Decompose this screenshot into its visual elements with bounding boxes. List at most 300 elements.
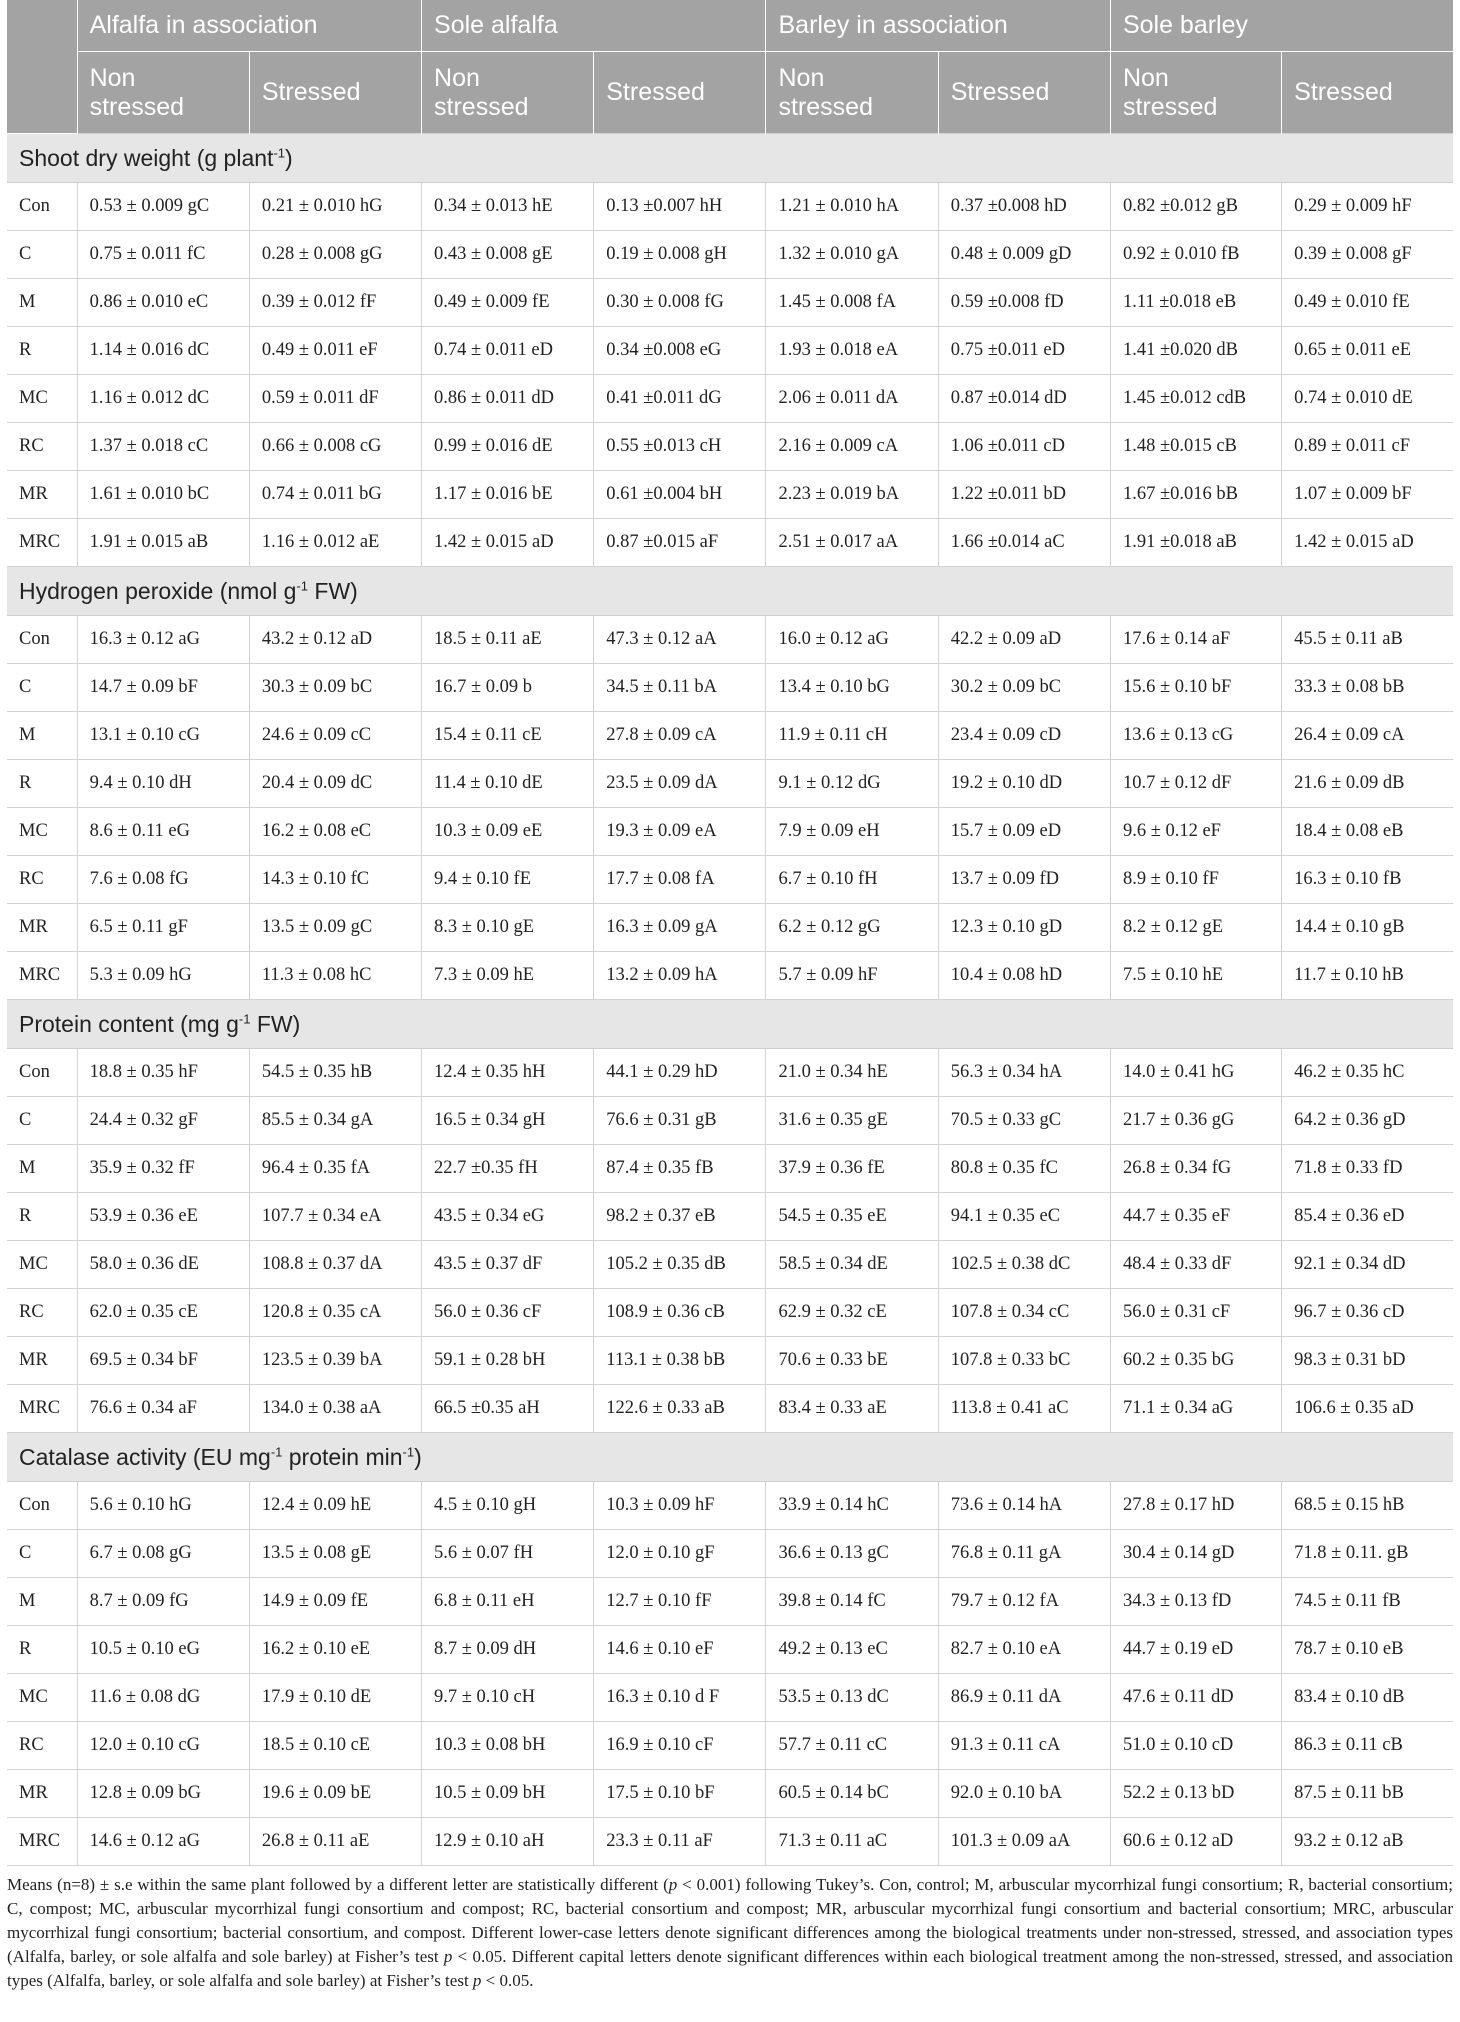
value-cell: 45.5 ± 0.11 aB — [1282, 616, 1453, 664]
value-cell: 0.74 ± 0.010 dE — [1282, 375, 1453, 423]
value-cell: 11.6 ± 0.08 dG — [77, 1674, 249, 1722]
value-cell: 17.5 ± 0.10 bF — [594, 1770, 766, 1818]
treatment-label: R — [7, 1626, 77, 1674]
value-cell: 101.3 ± 0.09 aA — [938, 1818, 1110, 1866]
subheader-non-stressed: Non stressed — [422, 52, 594, 134]
value-cell: 12.3 ± 0.10 gD — [938, 904, 1110, 952]
value-cell: 34.3 ± 0.13 fD — [1110, 1578, 1281, 1626]
value-cell: 14.9 ± 0.09 fE — [249, 1578, 421, 1626]
value-cell: 92.0 ± 0.10 bA — [938, 1770, 1110, 1818]
value-cell: 13.1 ± 0.10 cG — [77, 712, 249, 760]
value-cell: 71.1 ± 0.34 aG — [1110, 1385, 1281, 1433]
treatment-label: M — [7, 1578, 77, 1626]
value-cell: 43.5 ± 0.37 dF — [422, 1241, 594, 1289]
value-cell: 86.9 ± 0.11 dA — [938, 1674, 1110, 1722]
value-cell: 60.2 ± 0.35 bG — [1110, 1337, 1281, 1385]
table-row — [7, 327, 1453, 375]
value-cell: 22.7 ±0.35 fH — [422, 1145, 594, 1193]
value-cell: 60.6 ± 0.12 aD — [1110, 1818, 1281, 1866]
value-cell: 47.3 ± 0.12 aA — [594, 616, 766, 664]
value-cell: 44.7 ± 0.35 eF — [1110, 1193, 1281, 1241]
value-cell: 14.6 ± 0.12 aG — [77, 1818, 249, 1866]
value-cell: 98.3 ± 0.31 bD — [1282, 1337, 1453, 1385]
value-cell: 16.3 ± 0.12 aG — [77, 616, 249, 664]
treatment-label: M — [7, 279, 77, 327]
table-row — [7, 1722, 1453, 1770]
value-cell: 91.3 ± 0.11 cA — [938, 1722, 1110, 1770]
value-cell: 13.6 ± 0.13 cG — [1110, 712, 1281, 760]
value-cell: 17.6 ± 0.14 aF — [1110, 616, 1281, 664]
value-cell: 16.3 ± 0.09 gA — [594, 904, 766, 952]
treatment-label: MRC — [7, 1818, 77, 1866]
table-row — [7, 808, 1453, 856]
value-cell: 96.7 ± 0.36 cD — [1282, 1289, 1453, 1337]
value-cell: 6.2 ± 0.12 gG — [766, 904, 938, 952]
table-row — [7, 1289, 1453, 1337]
value-cell: 9.4 ± 0.10 dH — [77, 760, 249, 808]
value-cell: 0.37 ±0.008 hD — [938, 183, 1110, 231]
value-cell: 10.3 ± 0.09 hF — [594, 1482, 766, 1530]
value-cell: 68.5 ± 0.15 hB — [1282, 1482, 1453, 1530]
value-cell: 12.8 ± 0.09 bG — [77, 1770, 249, 1818]
subheader-stressed: Stressed — [1282, 52, 1453, 134]
table-row — [7, 1530, 1453, 1578]
value-cell: 1.42 ± 0.015 aD — [1282, 519, 1453, 567]
value-cell: 120.8 ± 0.35 cA — [249, 1289, 421, 1337]
table-row — [7, 1770, 1453, 1818]
treatment-label: RC — [7, 423, 77, 471]
value-cell: 0.89 ± 0.011 cF — [1282, 423, 1453, 471]
value-cell: 18.5 ± 0.10 cE — [249, 1722, 421, 1770]
value-cell: 66.5 ±0.35 aH — [422, 1385, 594, 1433]
value-cell: 87.5 ± 0.11 bB — [1282, 1770, 1453, 1818]
value-cell: 17.7 ± 0.08 fA — [594, 856, 766, 904]
value-cell: 7.5 ± 0.10 hE — [1110, 952, 1281, 1000]
value-cell: 57.7 ± 0.11 cC — [766, 1722, 938, 1770]
value-cell: 1.91 ± 0.015 aB — [77, 519, 249, 567]
value-cell: 5.6 ± 0.10 hG — [77, 1482, 249, 1530]
value-cell: 12.0 ± 0.10 gF — [594, 1530, 766, 1578]
value-cell: 0.92 ± 0.010 fB — [1110, 231, 1281, 279]
results-table-container — [7, 0, 1453, 1866]
value-cell: 58.0 ± 0.36 dE — [77, 1241, 249, 1289]
value-cell: 26.8 ± 0.34 fG — [1110, 1145, 1281, 1193]
treatment-label: C — [7, 1097, 77, 1145]
value-cell: 70.5 ± 0.33 gC — [938, 1097, 1110, 1145]
value-cell: 71.8 ± 0.11. gB — [1282, 1530, 1453, 1578]
value-cell: 18.5 ± 0.11 aE — [422, 616, 594, 664]
table-row — [7, 1578, 1453, 1626]
table-row — [7, 952, 1453, 1000]
treatment-label: C — [7, 231, 77, 279]
value-cell: 108.8 ± 0.37 dA — [249, 1241, 421, 1289]
value-cell: 18.8 ± 0.35 hF — [77, 1049, 249, 1097]
value-cell: 0.39 ± 0.008 gF — [1282, 231, 1453, 279]
group-header-row — [7, 0, 1453, 52]
table-row — [7, 1097, 1453, 1145]
value-cell: 0.21 ± 0.010 hG — [249, 183, 421, 231]
value-cell: 13.5 ± 0.09 gC — [249, 904, 421, 952]
table-row — [7, 1626, 1453, 1674]
value-cell: 31.6 ± 0.35 gE — [766, 1097, 938, 1145]
value-cell: 1.66 ±0.014 aC — [938, 519, 1110, 567]
value-cell: 76.6 ± 0.34 aF — [77, 1385, 249, 1433]
value-cell: 69.5 ± 0.34 bF — [77, 1337, 249, 1385]
value-cell: 79.7 ± 0.12 fA — [938, 1578, 1110, 1626]
value-cell: 1.11 ±0.018 eB — [1110, 279, 1281, 327]
value-cell: 14.3 ± 0.10 fC — [249, 856, 421, 904]
value-cell: 0.75 ±0.011 eD — [938, 327, 1110, 375]
value-cell: 43.5 ± 0.34 eG — [422, 1193, 594, 1241]
subheader-non-stressed: Non stressed — [766, 52, 938, 134]
value-cell: 108.9 ± 0.36 cB — [594, 1289, 766, 1337]
value-cell: 0.41 ±0.011 dG — [594, 375, 766, 423]
value-cell: 10.4 ± 0.08 hD — [938, 952, 1110, 1000]
value-cell: 62.0 ± 0.35 cE — [77, 1289, 249, 1337]
value-cell: 16.0 ± 0.12 aG — [766, 616, 938, 664]
value-cell: 5.7 ± 0.09 hF — [766, 952, 938, 1000]
value-cell: 0.86 ± 0.011 dD — [422, 375, 594, 423]
value-cell: 83.4 ± 0.33 aE — [766, 1385, 938, 1433]
value-cell: 15.4 ± 0.11 cE — [422, 712, 594, 760]
section-title: Shoot dry weight (g plant$^{-1}$) — [7, 134, 1453, 183]
value-cell: 70.6 ± 0.33 bE — [766, 1337, 938, 1385]
value-cell: 44.1 ± 0.29 hD — [594, 1049, 766, 1097]
value-cell: 43.2 ± 0.12 aD — [249, 616, 421, 664]
group-header-sole-alfalfa: Sole alfalfa — [422, 0, 766, 52]
value-cell: 1.14 ± 0.016 dC — [77, 327, 249, 375]
treatment-label: MC — [7, 375, 77, 423]
value-cell: 0.19 ± 0.008 gH — [594, 231, 766, 279]
value-cell: 27.8 ± 0.09 cA — [594, 712, 766, 760]
value-cell: 1.32 ± 0.010 gA — [766, 231, 938, 279]
value-cell: 0.55 ±0.013 cH — [594, 423, 766, 471]
value-cell: 16.2 ± 0.08 eC — [249, 808, 421, 856]
section-header-row — [7, 1000, 1453, 1049]
value-cell: 19.6 ± 0.09 bE — [249, 1770, 421, 1818]
value-cell: 26.8 ± 0.11 aE — [249, 1818, 421, 1866]
value-cell: 74.5 ± 0.11 fB — [1282, 1578, 1453, 1626]
table-row — [7, 519, 1453, 567]
value-cell: 14.4 ± 0.10 gB — [1282, 904, 1453, 952]
value-cell: 51.0 ± 0.10 cD — [1110, 1722, 1281, 1770]
value-cell: 23.3 ± 0.11 aF — [594, 1818, 766, 1866]
value-cell: 9.6 ± 0.12 eF — [1110, 808, 1281, 856]
value-cell: 20.4 ± 0.09 dC — [249, 760, 421, 808]
value-cell: 23.4 ± 0.09 cD — [938, 712, 1110, 760]
value-cell: 2.23 ± 0.019 bA — [766, 471, 938, 519]
footnote-p-symbol: p — [472, 1971, 482, 1990]
value-cell: 93.2 ± 0.12 aB — [1282, 1818, 1453, 1866]
value-cell: 17.9 ± 0.10 dE — [249, 1674, 421, 1722]
results-table — [7, 0, 1453, 1866]
value-cell: 5.3 ± 0.09 hG — [77, 952, 249, 1000]
value-cell: 123.5 ± 0.39 bA — [249, 1337, 421, 1385]
value-cell: 1.45 ± 0.008 fA — [766, 279, 938, 327]
value-cell: 0.87 ±0.014 dD — [938, 375, 1110, 423]
value-cell: 0.13 ±0.007 hH — [594, 183, 766, 231]
value-cell: 9.4 ± 0.10 fE — [422, 856, 594, 904]
value-cell: 2.51 ± 0.017 aA — [766, 519, 938, 567]
subcolumn-header-row — [7, 52, 1453, 134]
value-cell: 16.3 ± 0.10 fB — [1282, 856, 1453, 904]
value-cell: 76.8 ± 0.11 gA — [938, 1530, 1110, 1578]
value-cell: 36.6 ± 0.13 gC — [766, 1530, 938, 1578]
value-cell: 0.48 ± 0.009 gD — [938, 231, 1110, 279]
value-cell: 0.49 ± 0.010 fE — [1282, 279, 1453, 327]
table-row — [7, 423, 1453, 471]
table-row — [7, 1145, 1453, 1193]
value-cell: 0.82 ±0.012 gB — [1110, 183, 1281, 231]
value-cell: 42.2 ± 0.09 aD — [938, 616, 1110, 664]
value-cell: 10.5 ± 0.09 bH — [422, 1770, 594, 1818]
table-row — [7, 279, 1453, 327]
treatment-label: Con — [7, 1482, 77, 1530]
value-cell: 2.06 ± 0.011 dA — [766, 375, 938, 423]
value-cell: 19.3 ± 0.09 eA — [594, 808, 766, 856]
value-cell: 5.6 ± 0.07 fH — [422, 1530, 594, 1578]
footnote-text: < 0.001) following Tukey’s. Con, control; M, arbuscular mycorrhizal fungi consortium; R, bacterial consortium; C, compost; MC, arbuscular mycorrhizal fungi consortium and compost; RC, bacterial consortium and compost; MR, arbuscular mycorrhizal fungi consortium and bacterial consortium; MRC, arbuscular mycorrhizal fungi consortium; bacterial consortium, and compost. Different lower-case letters denote significant differences among the biological treatments under non-stressed, stressed, and association types (Alfalfa, barley, or sole alfalfa and sole barley) at Fisher’s test — [7, 1875, 1454, 1966]
value-cell: 0.74 ± 0.011 eD — [422, 327, 594, 375]
value-cell: 56.3 ± 0.34 hA — [938, 1049, 1110, 1097]
value-cell: 23.5 ± 0.09 dA — [594, 760, 766, 808]
value-cell: 15.6 ± 0.10 bF — [1110, 664, 1281, 712]
treatment-column-header — [7, 0, 77, 134]
value-cell: 0.39 ± 0.012 fF — [249, 279, 421, 327]
value-cell: 11.3 ± 0.08 hC — [249, 952, 421, 1000]
table-row — [7, 856, 1453, 904]
value-cell: 106.6 ± 0.35 aD — [1282, 1385, 1453, 1433]
value-cell: 0.61 ±0.004 bH — [594, 471, 766, 519]
value-cell: 8.3 ± 0.10 gE — [422, 904, 594, 952]
value-cell: 80.8 ± 0.35 fC — [938, 1145, 1110, 1193]
footnote-p-symbol: p — [443, 1947, 453, 1966]
value-cell: 0.75 ± 0.011 fC — [77, 231, 249, 279]
value-cell: 113.1 ± 0.38 bB — [594, 1337, 766, 1385]
value-cell: 0.34 ± 0.013 hE — [422, 183, 594, 231]
table-row — [7, 1337, 1453, 1385]
value-cell: 4.5 ± 0.10 gH — [422, 1482, 594, 1530]
table-row — [7, 1674, 1453, 1722]
value-cell: 1.21 ± 0.010 hA — [766, 183, 938, 231]
value-cell: 30.2 ± 0.09 bC — [938, 664, 1110, 712]
table-header — [7, 0, 1453, 134]
table-footnote — [7, 1873, 1453, 1993]
value-cell: 1.67 ±0.016 bB — [1110, 471, 1281, 519]
value-cell: 47.6 ± 0.11 dD — [1110, 1674, 1281, 1722]
value-cell: 37.9 ± 0.36 fE — [766, 1145, 938, 1193]
value-cell: 1.37 ± 0.018 cC — [77, 423, 249, 471]
value-cell: 6.5 ± 0.11 gF — [77, 904, 249, 952]
value-cell: 16.7 ± 0.09 b — [422, 664, 594, 712]
value-cell: 0.59 ± 0.011 dF — [249, 375, 421, 423]
value-cell: 11.4 ± 0.10 dE — [422, 760, 594, 808]
value-cell: 10.3 ± 0.08 bH — [422, 1722, 594, 1770]
table-row — [7, 375, 1453, 423]
value-cell: 24.6 ± 0.09 cC — [249, 712, 421, 760]
value-cell: 107.7 ± 0.34 eA — [249, 1193, 421, 1241]
value-cell: 13.2 ± 0.09 hA — [594, 952, 766, 1000]
treatment-label: RC — [7, 1722, 77, 1770]
value-cell: 87.4 ± 0.35 fB — [594, 1145, 766, 1193]
treatment-label: MRC — [7, 1385, 77, 1433]
treatment-label: MR — [7, 1337, 77, 1385]
table-row — [7, 1818, 1453, 1866]
treatment-label: C — [7, 664, 77, 712]
treatment-label: MR — [7, 904, 77, 952]
table-row — [7, 712, 1453, 760]
value-cell: 14.0 ± 0.41 hG — [1110, 1049, 1281, 1097]
value-cell: 6.7 ± 0.08 gG — [77, 1530, 249, 1578]
value-cell: 0.86 ± 0.010 eC — [77, 279, 249, 327]
value-cell: 34.5 ± 0.11 bA — [594, 664, 766, 712]
value-cell: 16.5 ± 0.34 gH — [422, 1097, 594, 1145]
table-row — [7, 1049, 1453, 1097]
value-cell: 56.0 ± 0.36 cF — [422, 1289, 594, 1337]
value-cell: 107.8 ± 0.33 bC — [938, 1337, 1110, 1385]
value-cell: 7.9 ± 0.09 eH — [766, 808, 938, 856]
value-cell: 10.7 ± 0.12 dF — [1110, 760, 1281, 808]
section-title: Protein content (mg $g^{-1}$ FW) — [7, 1000, 1453, 1049]
subheader-non-stressed: Non stressed — [77, 52, 249, 134]
value-cell: 19.2 ± 0.10 dD — [938, 760, 1110, 808]
value-cell: 1.93 ± 0.018 eA — [766, 327, 938, 375]
value-cell: 58.5 ± 0.34 dE — [766, 1241, 938, 1289]
treatment-label: R — [7, 327, 77, 375]
footnote-p-symbol: p — [668, 1875, 678, 1894]
table-body — [7, 134, 1453, 1866]
value-cell: 0.34 ±0.008 eG — [594, 327, 766, 375]
value-cell: 1.22 ±0.011 bD — [938, 471, 1110, 519]
treatment-label: R — [7, 760, 77, 808]
treatment-label: Con — [7, 183, 77, 231]
value-cell: 53.9 ± 0.36 eE — [77, 1193, 249, 1241]
value-cell: 14.7 ± 0.09 bF — [77, 664, 249, 712]
section-title: Hydrogen peroxide (nmol $g^{-1}$ FW) — [7, 567, 1453, 616]
value-cell: 53.5 ± 0.13 dC — [766, 1674, 938, 1722]
table-row — [7, 760, 1453, 808]
table-row — [7, 231, 1453, 279]
value-cell: 0.49 ± 0.009 fE — [422, 279, 594, 327]
value-cell: 0.65 ± 0.011 eE — [1282, 327, 1453, 375]
value-cell: 85.4 ± 0.36 eD — [1282, 1193, 1453, 1241]
value-cell: 27.8 ± 0.17 hD — [1110, 1482, 1281, 1530]
value-cell: 0.49 ± 0.011 eF — [249, 327, 421, 375]
value-cell: 16.9 ± 0.10 cF — [594, 1722, 766, 1770]
table-row — [7, 1385, 1453, 1433]
value-cell: 8.9 ± 0.10 fF — [1110, 856, 1281, 904]
table-row — [7, 471, 1453, 519]
table-row — [7, 1241, 1453, 1289]
footnote-text: < 0.05. — [481, 1971, 534, 1990]
value-cell: 13.5 ± 0.08 gE — [249, 1530, 421, 1578]
value-cell: 49.2 ± 0.13 eC — [766, 1626, 938, 1674]
group-header-alfalfa-association: Alfalfa in association — [77, 0, 421, 52]
value-cell: 9.7 ± 0.10 cH — [422, 1674, 594, 1722]
value-cell: 7.6 ± 0.08 fG — [77, 856, 249, 904]
value-cell: 113.8 ± 0.41 aC — [938, 1385, 1110, 1433]
subheader-non-stressed: Non stressed — [1110, 52, 1281, 134]
treatment-label: MC — [7, 1241, 77, 1289]
group-header-barley-association: Barley in association — [766, 0, 1110, 52]
value-cell: 11.7 ± 0.10 hB — [1282, 952, 1453, 1000]
value-cell: 1.45 ±0.012 cdB — [1110, 375, 1281, 423]
footnote-text: < 0.05. Different capital letters denote significant differences within each biological treatment among the non-stressed, stressed, and association types (Alfalfa, barley, or sole alfalfa and sole barley) at Fisher’s test — [7, 1947, 1454, 1990]
treatment-label: MC — [7, 1674, 77, 1722]
section-header-row — [7, 1433, 1453, 1482]
treatment-label: MRC — [7, 952, 77, 1000]
value-cell: 30.4 ± 0.14 gD — [1110, 1530, 1281, 1578]
table-row — [7, 183, 1453, 231]
treatment-label: RC — [7, 856, 77, 904]
value-cell: 9.1 ± 0.12 dG — [766, 760, 938, 808]
value-cell: 0.28 ± 0.008 gG — [249, 231, 421, 279]
value-cell: 0.30 ± 0.008 fG — [594, 279, 766, 327]
value-cell: 13.7 ± 0.09 fD — [938, 856, 1110, 904]
value-cell: 76.6 ± 0.31 gB — [594, 1097, 766, 1145]
value-cell: 14.6 ± 0.10 eF — [594, 1626, 766, 1674]
subheader-stressed: Stressed — [249, 52, 421, 134]
value-cell: 0.29 ± 0.009 hF — [1282, 183, 1453, 231]
value-cell: 8.7 ± 0.09 fG — [77, 1578, 249, 1626]
value-cell: 46.2 ± 0.35 hC — [1282, 1049, 1453, 1097]
value-cell: 62.9 ± 0.32 cE — [766, 1289, 938, 1337]
value-cell: 0.43 ± 0.008 gE — [422, 231, 594, 279]
value-cell: 21.6 ± 0.09 dB — [1282, 760, 1453, 808]
value-cell: 24.4 ± 0.32 gF — [77, 1097, 249, 1145]
value-cell: 7.3 ± 0.09 hE — [422, 952, 594, 1000]
section-title: Catalase activity (EU $mg^{-1}$ protein $\min^{-1}$) — [7, 1433, 1453, 1482]
value-cell: 12.4 ± 0.09 hE — [249, 1482, 421, 1530]
value-cell: 107.8 ± 0.34 cC — [938, 1289, 1110, 1337]
value-cell: 83.4 ± 0.10 dB — [1282, 1674, 1453, 1722]
value-cell: 86.3 ± 0.11 cB — [1282, 1722, 1453, 1770]
treatment-label: MC — [7, 808, 77, 856]
value-cell: 6.7 ± 0.10 fH — [766, 856, 938, 904]
treatment-label: M — [7, 712, 77, 760]
value-cell: 73.6 ± 0.14 hA — [938, 1482, 1110, 1530]
value-cell: 1.16 ± 0.012 aE — [249, 519, 421, 567]
value-cell: 12.4 ± 0.35 hH — [422, 1049, 594, 1097]
value-cell: 105.2 ± 0.35 dB — [594, 1241, 766, 1289]
value-cell: 16.2 ± 0.10 eE — [249, 1626, 421, 1674]
value-cell: 96.4 ± 0.35 fA — [249, 1145, 421, 1193]
value-cell: 6.8 ± 0.11 eH — [422, 1578, 594, 1626]
value-cell: 0.87 ±0.015 aF — [594, 519, 766, 567]
value-cell: 21.0 ± 0.34 hE — [766, 1049, 938, 1097]
value-cell: 71.3 ± 0.11 aC — [766, 1818, 938, 1866]
value-cell: 85.5 ± 0.34 gA — [249, 1097, 421, 1145]
section-header-row — [7, 134, 1453, 183]
value-cell: 8.2 ± 0.12 gE — [1110, 904, 1281, 952]
value-cell: 0.66 ± 0.008 cG — [249, 423, 421, 471]
value-cell: 60.5 ± 0.14 bC — [766, 1770, 938, 1818]
value-cell: 98.2 ± 0.37 eB — [594, 1193, 766, 1241]
treatment-label: MR — [7, 471, 77, 519]
value-cell: 59.1 ± 0.28 bH — [422, 1337, 594, 1385]
value-cell: 10.5 ± 0.10 eG — [77, 1626, 249, 1674]
value-cell: 0.59 ±0.008 fD — [938, 279, 1110, 327]
value-cell: 1.61 ± 0.010 bC — [77, 471, 249, 519]
value-cell: 2.16 ± 0.009 cA — [766, 423, 938, 471]
value-cell: 8.7 ± 0.09 dH — [422, 1626, 594, 1674]
value-cell: 48.4 ± 0.33 dF — [1110, 1241, 1281, 1289]
value-cell: 11.9 ± 0.11 cH — [766, 712, 938, 760]
value-cell: 35.9 ± 0.32 fF — [77, 1145, 249, 1193]
value-cell: 39.8 ± 0.14 fC — [766, 1578, 938, 1626]
value-cell: 56.0 ± 0.31 cF — [1110, 1289, 1281, 1337]
value-cell: 12.7 ± 0.10 fF — [594, 1578, 766, 1626]
